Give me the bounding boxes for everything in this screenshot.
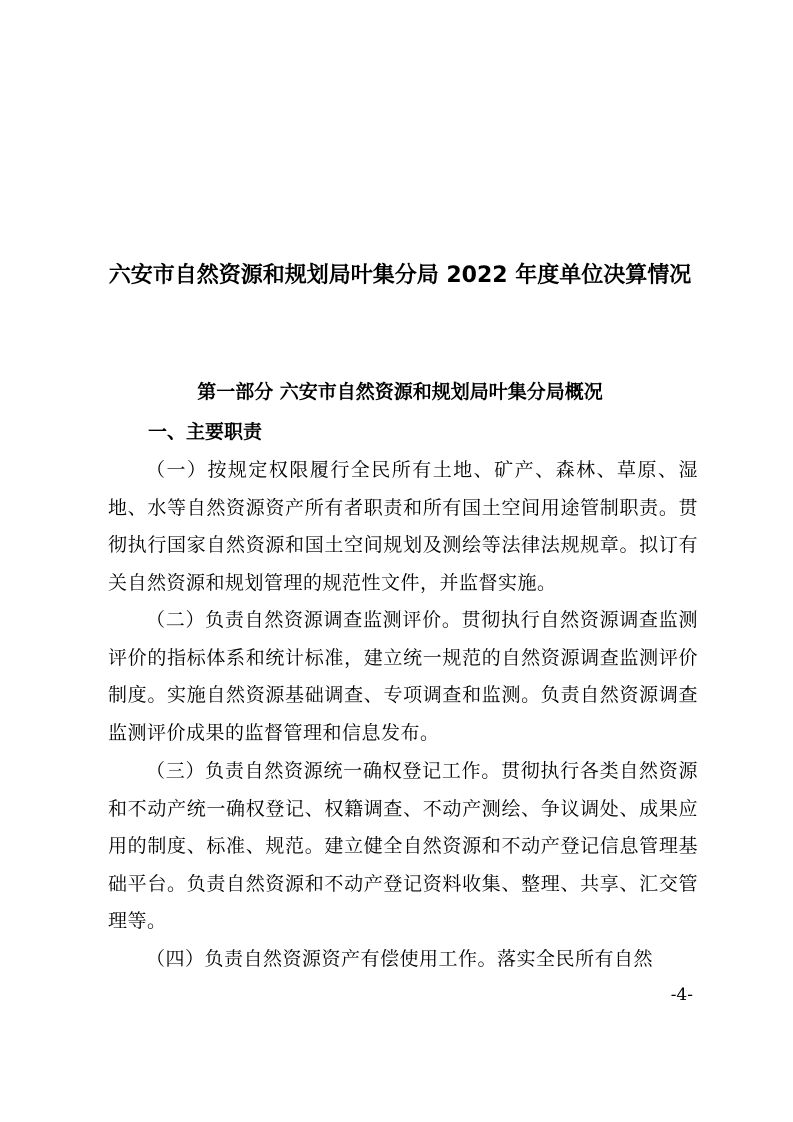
- paragraph-duty-2: （二）负责自然资源调查监测评价。贯彻执行自然资源调查监测评价的指标体系和统计标准，建立统一规范的自然资源调查监测评价制度。实施自然资源基础调查、专项调查和监测。负责自然资源调查监测评价成果的监督管理和信息发布。: [108, 609, 698, 744]
- paragraph-duty-4: （四）负责自然资源资产有偿使用工作。落实全民所有自然: [146, 948, 654, 970]
- part-heading: 第一部分 六安市自然资源和规划局叶集分局概况: [197, 381, 603, 403]
- section-heading: 一、主要职责: [148, 421, 263, 443]
- document-title: 六安市自然资源和规划局叶集分局 2022 年度单位决算情况: [108, 263, 692, 288]
- paragraph-duty-3: （三）负责自然资源统一确权登记工作。贯彻执行各类自然资源和不动产统一确权登记、权籍调查、不动产测绘、争议调处、成果应用的制度、标准、规范。建立健全自然资源和不动产登记信息管理基础平台。负责自然资源和不动产登记资料收集、整理、共享、汇交管理等。: [108, 760, 698, 933]
- page-number: -4-: [670, 985, 693, 1005]
- paragraph-duty-1: （一）按规定权限履行全民所有土地、矿产、森林、草原、湿地、水等自然资源资产所有者职责和所有国土空间用途管制职责。贯彻执行国家自然资源和国土空间规划及测绘等法律法规规章。拟订有关自然资源和规划管理的规范性文件，并监督实施。: [108, 459, 698, 594]
